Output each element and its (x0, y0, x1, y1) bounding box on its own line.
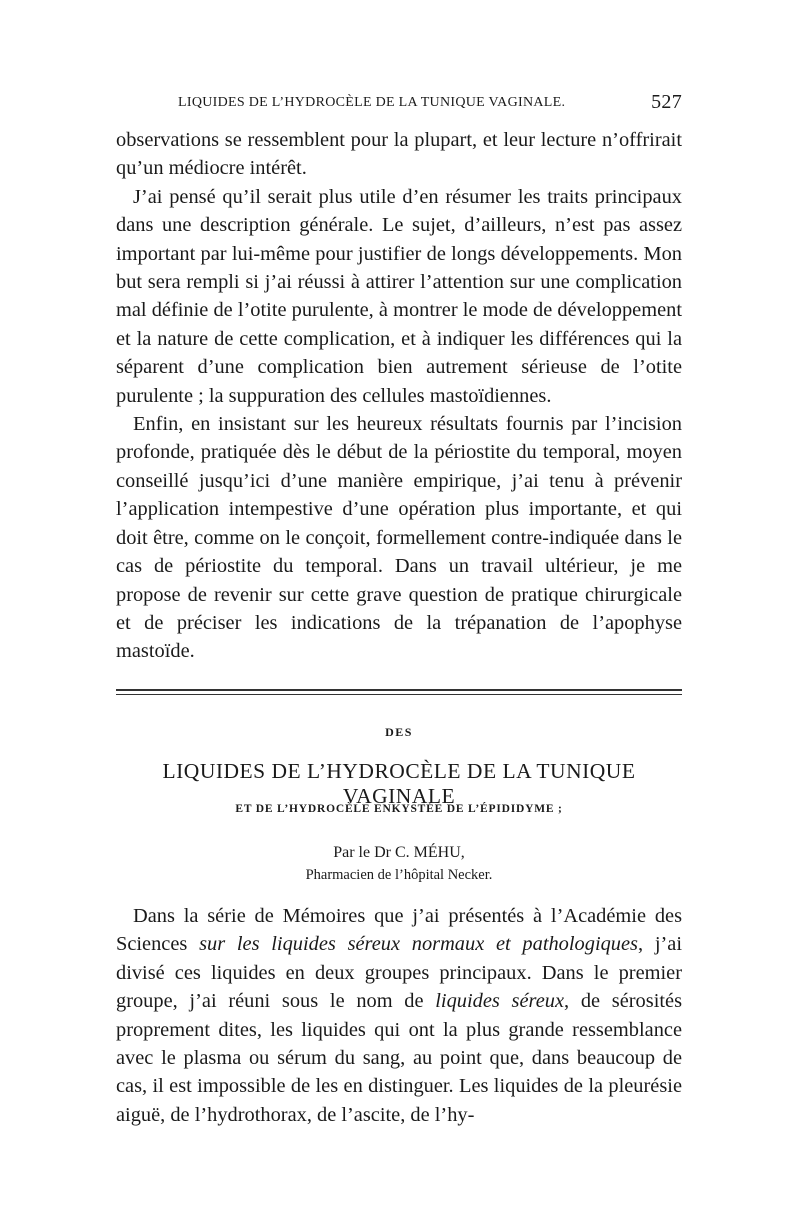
section-divider-rule (116, 694, 682, 695)
text-block-previous-article (116, 126, 682, 666)
paragraph-text: , de sérosités proprement dites, les liquides qui ont la plus grande ressemblance avec le plasma ou sérum du sang, au point que, dans beaucoup de cas, il est impossible de les en distinguer. Les liquides de la pleurésie aiguë, de l’hydrothorax, de l’ascite, de l’hy- (116, 990, 683, 1126)
author-affiliation: Pharmacien de l’hôpital Necker. (305, 867, 493, 883)
article-subtitle: ET DE L’HYDROCÈLE ENKYSTÉE DE L’ÉPIDIDYME ; (235, 803, 563, 815)
italic-text: sur les liquides séreux normaux et pathologiques (199, 933, 638, 956)
text-block-new-article (116, 902, 682, 1129)
paragraph-text: , j’ai divisé ces liquides en deux groupes principaux. Dans le premier groupe, j’ai réuni sous le nom de (116, 933, 682, 1013)
paragraph: J’ai pensé qu’il serait plus utile d’en résumer les traits principaux dans une description générale. Le sujet, d’ailleurs, n’est pas assez important par lui-même pour justifier de longs développements. Mon but sera rempli si j’ai réussi à attirer l’attention sur une complication mal définie de l’otite purulente, à montrer le mode de développement et la nature de cette complication, et à indiquer les différences qui la séparent d’une complication bien autrement sérieuse de l’otite purulente ; la suppuration des cellules mastoïdiennes. (116, 185, 682, 407)
article-prefix: DES (385, 725, 413, 739)
running-title: LIQUIDES DE L’HYDROCÈLE DE LA TUNIQUE VAGINALE. (178, 95, 566, 110)
section-divider-rule (116, 689, 682, 691)
italic-text: liquides séreux (435, 990, 565, 1013)
paragraph: Enfin, en insistant sur les heureux résultats fournis par l’incision profonde, pratiquée dès le début de la périostite du temporal, moyen conseillé jusqu’ici d’une manière empirique, j’ai tenu à prévenir l’application intempestive d’une opération plus importante, et qui doit être, comme on le conçoit, formellement contre-indiquée dans le cas de périostite du temporal. Dans un travail ultérieur, je me propose de revenir sur cette grave question de pratique chirurgicale et de préciser les indications de la trépanation de l’apophyse mastoïde. (116, 413, 682, 663)
paragraph-text: Dans la série de Mémoires que j’ai présentés à l’Académie des Sciences (116, 905, 682, 956)
paragraph (116, 902, 682, 1129)
page-number: 527 (651, 91, 682, 113)
article-author: Par le Dr C. MÉHU, (333, 844, 465, 861)
article-title: LIQUIDES DE L’HYDROCÈLE DE LA TUNIQUE VAGINALE (162, 759, 636, 808)
paragraph: observations se ressemblent pour la plupart, et leur lecture n’offrirait qu’un médiocre intérêt. (116, 129, 682, 180)
